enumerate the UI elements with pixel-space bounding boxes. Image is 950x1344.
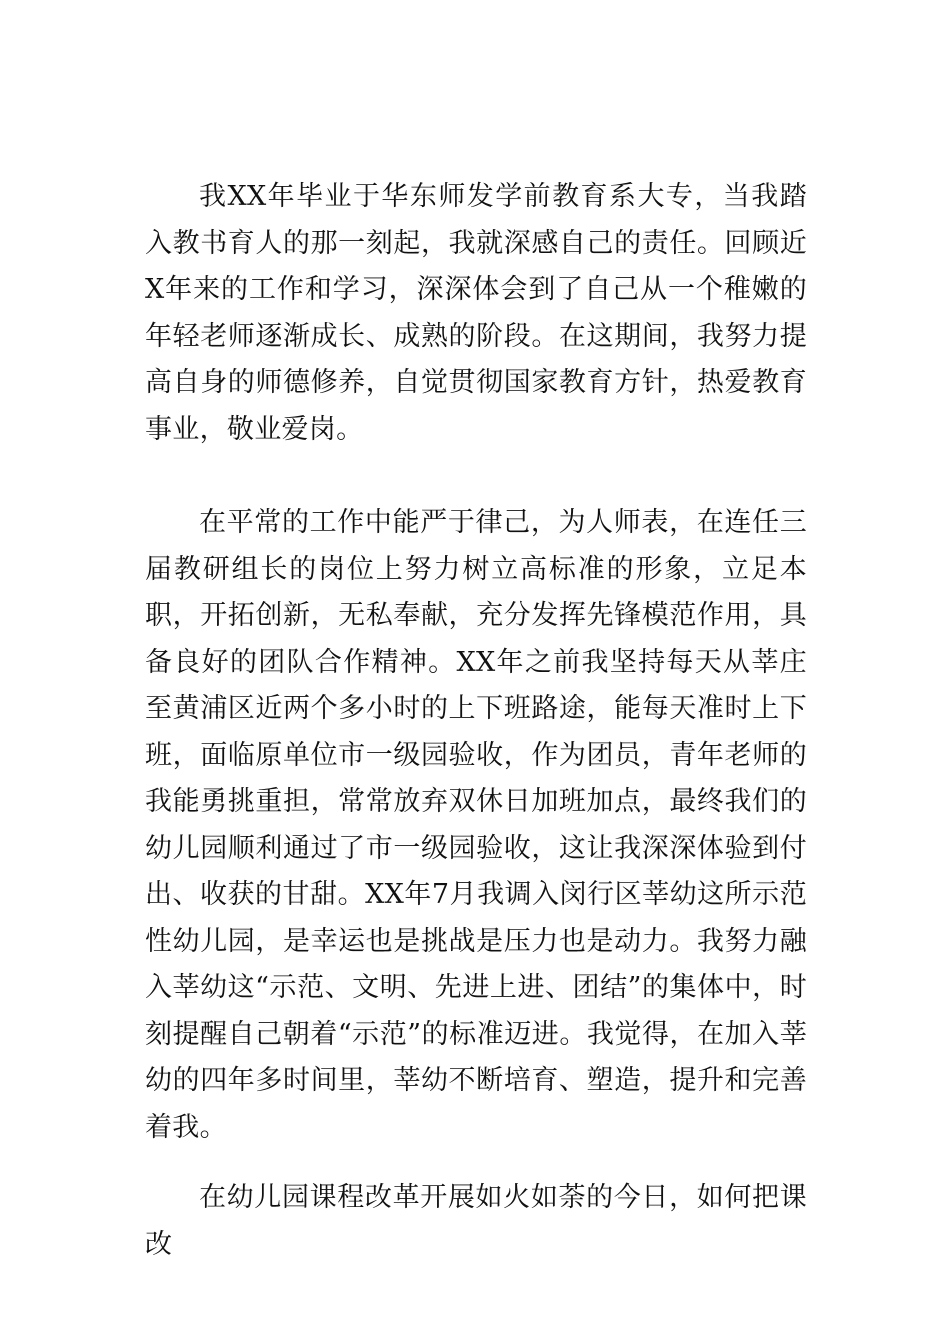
paragraph-2: 在平常的工作中能严于律己，为人师表，在连任三届教研组长的岗位上努力树立高标准的形象，立足本职，开拓创新，无私奉献，充分发挥先锋模范作用，具备良好的团队合作精神。XX年之前我坚持每天从莘庄至黄浦区近两个多小时的上下班路途，能每天准时上下班，面临原单位市一级园验收，作为团员，青年老师的我能勇挑重担，常常放弃双休日加班加点，最终我们的幼儿园顺利通过了市一级园验收，这让我深深体验到付出、收获的甘甜。XX年7月我调入闵行区莘幼这所示范性幼儿园，是幸运也是挑战是压力也是动力。我努力融入莘幼这“示范、文明、先进上进、团结”的集体中，时刻提醒自己朝着“示范”的标准迈进。我觉得，在加入莘幼的四年多时间里，莘幼不断培育、塑造，提升和完善着我。 (145, 507, 807, 1143)
paragraph-1: 我XX年毕业于华东师发学前教育系大专，当我踏入教书育人的那一刻起，我就深感自己的责任。回顾近X年来的工作和学习，深深体会到了自己从一个稚嫩的年轻老师逐渐成长、成熟的阶段。在这期间，我努力提高自身的师德修养，自觉贯彻国家教育方针，热爱教育事业，敬业爱岗。 (145, 181, 807, 445)
paragraph-3: 在幼儿园课程改革开展如火如荼的今日，如何把课改 (145, 1182, 807, 1260)
